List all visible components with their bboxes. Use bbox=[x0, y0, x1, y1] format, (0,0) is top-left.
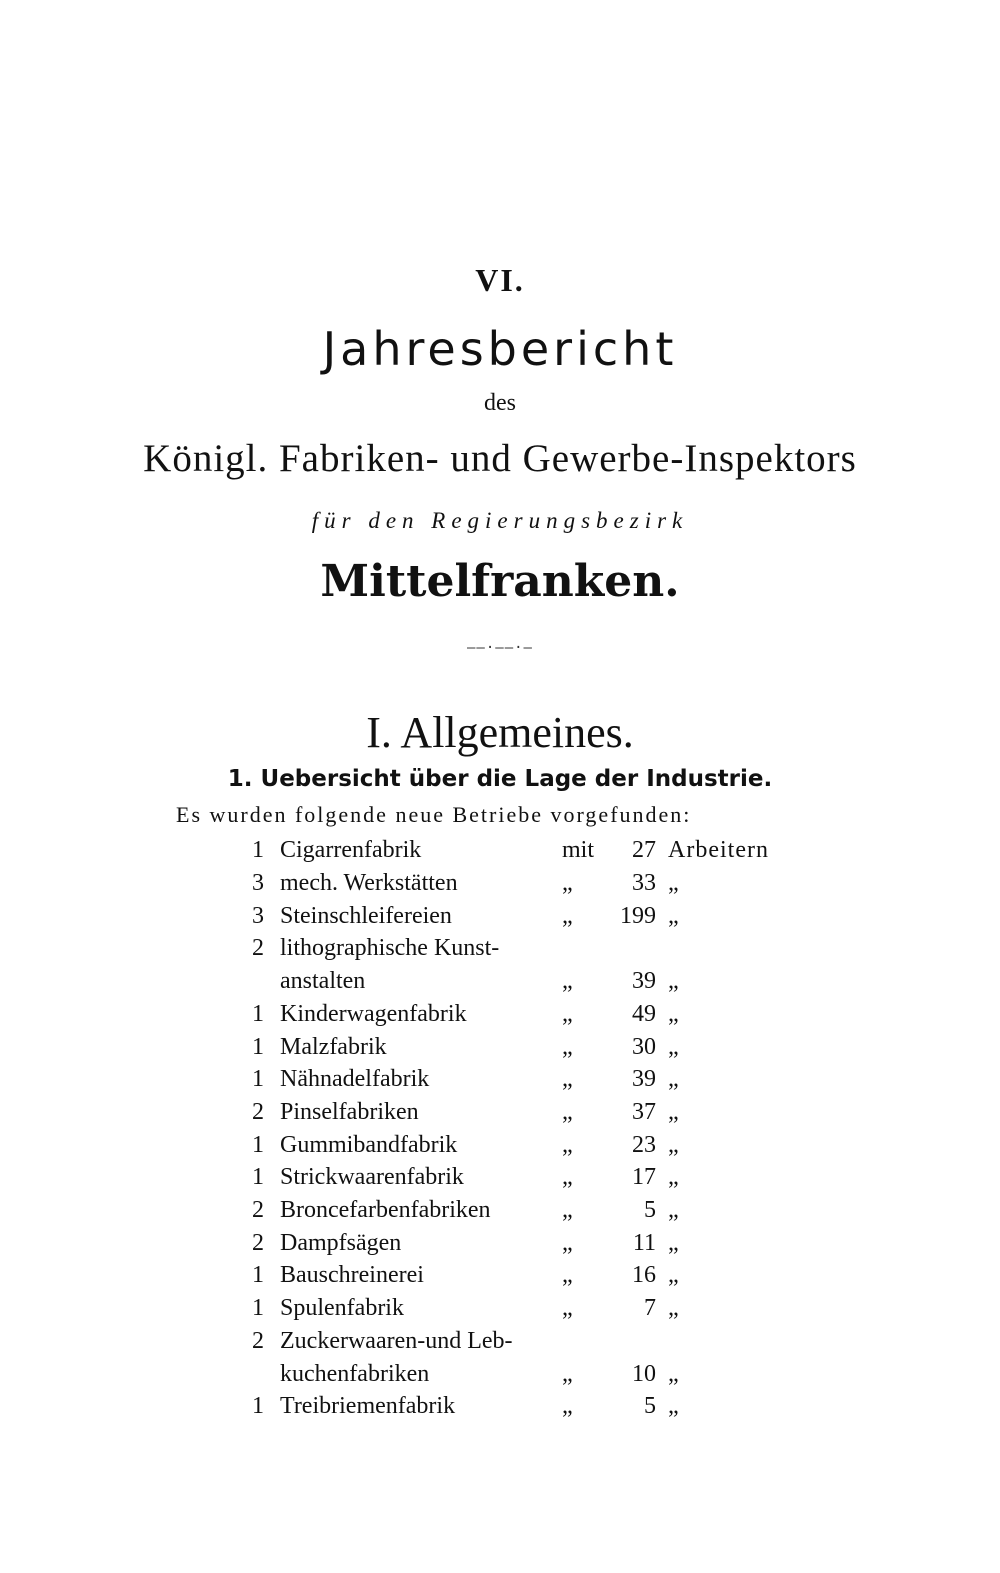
factory-name: kuchenfabriken bbox=[280, 1360, 430, 1387]
worker-count: 199 bbox=[620, 902, 656, 929]
factory-count: 2 bbox=[252, 1229, 264, 1256]
worker-count: 16 bbox=[632, 1262, 656, 1289]
table-row bbox=[0, 1063, 1000, 1095]
factory-name: Spulenfabrik bbox=[280, 1295, 404, 1322]
factory-count: 1 bbox=[252, 1262, 264, 1289]
region-name: Mittelfranken. bbox=[320, 556, 680, 607]
factory-name: anstalten bbox=[280, 968, 366, 995]
factory-count: 1 bbox=[252, 1131, 264, 1158]
factory-count: 2 bbox=[252, 1327, 264, 1354]
factory-name: Strickwaarenfabrik bbox=[280, 1164, 464, 1191]
factory-count: 1 bbox=[252, 1000, 264, 1027]
chapter-numeral: VI. bbox=[475, 262, 525, 298]
ditto-mark: „ bbox=[562, 1131, 573, 1158]
ditto-mark: „ bbox=[562, 870, 573, 896]
factory-count: 2 bbox=[252, 1098, 264, 1125]
factory-name: Zuckerwaaren-und Leb- bbox=[280, 1327, 513, 1354]
table-row bbox=[0, 834, 1000, 866]
ditto-mark: „ bbox=[668, 1131, 680, 1158]
factory-name: Treibriemenfabrik bbox=[280, 1393, 456, 1420]
factory-name: Cigarrenfabrik bbox=[280, 837, 422, 863]
worker-count: 27 bbox=[632, 837, 656, 863]
ditto-mark: „ bbox=[562, 902, 573, 929]
ditto-mark: „ bbox=[562, 1229, 573, 1256]
ditto-mark: „ bbox=[668, 968, 680, 995]
factory-name: Malzfabrik bbox=[280, 1033, 387, 1060]
ditto-mark: „ bbox=[562, 1164, 573, 1191]
table-row bbox=[0, 965, 1000, 997]
workers-unit: Arbeitern bbox=[668, 837, 769, 863]
ditto-mark: „ bbox=[562, 1360, 573, 1387]
worker-count: 7 bbox=[644, 1295, 656, 1322]
table-row bbox=[0, 998, 1000, 1030]
ditto-mark: „ bbox=[668, 1197, 680, 1223]
ditto-mark: „ bbox=[562, 1066, 573, 1093]
worker-count: 5 bbox=[644, 1197, 656, 1223]
factory-name: Pinselfabriken bbox=[280, 1098, 419, 1125]
report-title: Jahresbericht bbox=[322, 322, 678, 376]
factory-name: Nähnadelfabrik bbox=[280, 1066, 430, 1093]
table-row bbox=[0, 1129, 1000, 1161]
factory-name: Kinderwagenfabrik bbox=[280, 1000, 467, 1027]
factory-name: Bauschreinerei bbox=[280, 1262, 424, 1289]
ditto-mark: „ bbox=[668, 1393, 680, 1420]
table-row bbox=[0, 932, 1000, 964]
divider-rule: ——·——·— bbox=[466, 640, 533, 656]
ditto-mark: „ bbox=[562, 1295, 573, 1322]
worker-count: 10 bbox=[632, 1360, 656, 1387]
ditto-mark: „ bbox=[668, 1360, 680, 1387]
factory-count: 3 bbox=[252, 902, 264, 929]
factory-count: 2 bbox=[252, 1197, 264, 1223]
table-row bbox=[0, 1161, 1000, 1193]
factory-name: Gummibandfabrik bbox=[280, 1131, 458, 1158]
title-connector: des bbox=[484, 390, 516, 416]
worker-count: 11 bbox=[632, 1229, 656, 1256]
intro-sentence: Es wurden folgende neue Betriebe vorgefunden: bbox=[176, 802, 692, 827]
table-row bbox=[0, 1096, 1000, 1128]
factory-count: 1 bbox=[252, 1164, 264, 1191]
ditto-mark: „ bbox=[668, 1262, 680, 1289]
ditto-mark: „ bbox=[668, 902, 680, 929]
inspector-title: Königl. Fabriken- und Gewerbe-Inspektors bbox=[143, 437, 857, 480]
ditto-mark: „ bbox=[562, 1262, 573, 1289]
table-row bbox=[0, 1390, 1000, 1422]
worker-count: 37 bbox=[632, 1098, 656, 1125]
worker-count: 17 bbox=[632, 1164, 656, 1191]
ditto-mark: „ bbox=[668, 1066, 680, 1093]
table-row bbox=[0, 1259, 1000, 1291]
table-row bbox=[0, 867, 1000, 899]
factory-count: 2 bbox=[252, 935, 264, 962]
table-row bbox=[0, 1031, 1000, 1063]
factory-name: Broncefarbenfabriken bbox=[280, 1197, 491, 1223]
table-row bbox=[0, 900, 1000, 932]
table-row bbox=[0, 1227, 1000, 1259]
ditto-mark: „ bbox=[562, 1033, 573, 1060]
ditto-mark: „ bbox=[562, 968, 573, 995]
factory-name: Steinschleifereien bbox=[280, 902, 452, 929]
part-heading: I. Allgemeines. bbox=[366, 708, 634, 757]
worker-count: 23 bbox=[632, 1131, 656, 1158]
table-row bbox=[0, 1194, 1000, 1226]
factory-name: lithographische Kunst- bbox=[280, 935, 500, 962]
ditto-mark: „ bbox=[668, 1164, 680, 1191]
factory-count: 1 bbox=[252, 1295, 264, 1322]
factory-count: 1 bbox=[252, 837, 264, 863]
ditto-mark: „ bbox=[668, 1000, 680, 1027]
district-line: für den Regierungsbezirk bbox=[311, 508, 689, 533]
table-row bbox=[0, 1325, 1000, 1357]
worker-count: 39 bbox=[632, 968, 656, 995]
table-row bbox=[0, 1292, 1000, 1324]
ditto-mark: „ bbox=[668, 1229, 680, 1256]
factory-count: 1 bbox=[252, 1393, 264, 1420]
section-heading: 1. Uebersicht über die Lage der Industrie. bbox=[227, 766, 773, 792]
ditto-mark: „ bbox=[562, 1393, 573, 1420]
ditto-mark: „ bbox=[668, 1295, 680, 1322]
worker-count: 39 bbox=[632, 1066, 656, 1093]
factory-count: 3 bbox=[252, 870, 264, 896]
ditto-mark: „ bbox=[562, 1098, 573, 1125]
with-label: mit bbox=[562, 837, 595, 863]
factory-name: Dampfsägen bbox=[280, 1229, 402, 1256]
worker-count: 49 bbox=[632, 1000, 656, 1027]
ditto-mark: „ bbox=[668, 870, 680, 896]
worker-count: 5 bbox=[644, 1393, 656, 1420]
worker-count: 30 bbox=[632, 1033, 656, 1060]
factory-name: mech. Werkstätten bbox=[280, 870, 458, 896]
table-row bbox=[0, 1358, 1000, 1390]
ditto-mark: „ bbox=[668, 1098, 680, 1125]
ditto-mark: „ bbox=[562, 1000, 573, 1027]
ditto-mark: „ bbox=[668, 1033, 680, 1060]
factory-count: 1 bbox=[252, 1033, 264, 1060]
factory-count: 1 bbox=[252, 1066, 264, 1093]
ditto-mark: „ bbox=[562, 1197, 573, 1223]
worker-count: 33 bbox=[632, 870, 656, 896]
